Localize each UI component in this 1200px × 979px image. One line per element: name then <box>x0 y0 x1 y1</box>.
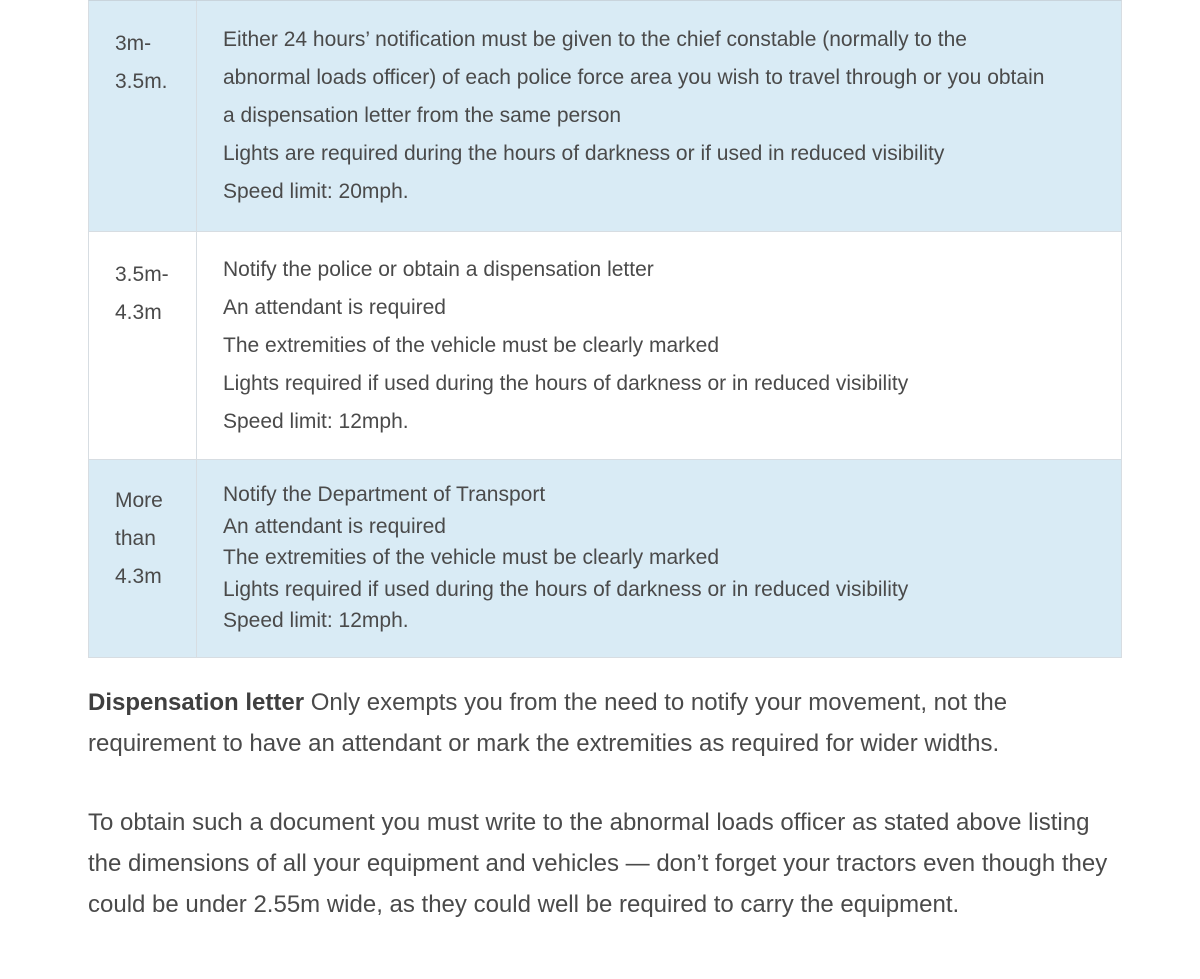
requirement-line: Speed limit: 20mph. <box>223 180 409 203</box>
obtain-paragraph: To obtain such a document you must write to the abnormal loads officer as stated above listing the dimensions of all your equipment and vehicles — don’t forget your tractors even though they could be under 2.55m wide, as they could well be required to carry the equipment. <box>88 809 1108 918</box>
dispensation-text: Only exempts you from the need to notify your movement, not the requirement to have an attendant or mark the extremities as required for wider widths. <box>88 689 1008 757</box>
width-requirements-table <box>88 0 1122 658</box>
width-line: 3m- <box>115 32 152 55</box>
requirement-line: Notify the police or obtain a dispensation letter <box>223 258 654 281</box>
table-row <box>89 1 1121 232</box>
width-line: More <box>115 489 163 512</box>
width-line: than <box>115 527 156 550</box>
dispensation-paragraph <box>88 682 1128 764</box>
requirements-cell <box>197 232 1121 459</box>
requirement-line: The extremities of the vehicle must be clearly marked <box>223 334 720 357</box>
table-row <box>89 460 1121 657</box>
requirement-line: a dispensation letter from the same person <box>223 104 622 127</box>
width-cell <box>89 232 197 459</box>
width-cell <box>89 1 197 231</box>
dispensation-heading: Dispensation letter <box>88 689 305 716</box>
width-line: 4.3m <box>115 565 162 588</box>
requirement-line: The extremities of the vehicle must be clearly marked <box>223 546 720 569</box>
requirement-line: Lights are required during the hours of darkness or if used in reduced visibility <box>223 142 945 165</box>
requirement-line: Notify the Department of Transport <box>223 483 546 506</box>
requirement-line: Either 24 hours’ notification must be given to the chief constable (normally to the <box>223 28 967 51</box>
requirements-cell <box>197 1 1121 231</box>
requirement-line: abnormal loads officer) of each police force area you wish to travel through or you obtain <box>223 66 1045 89</box>
width-line: 4.3m <box>115 301 162 324</box>
requirement-line: An attendant is required <box>223 514 446 538</box>
requirement-line: An attendant is required <box>223 296 446 319</box>
requirement-line: Speed limit: 12mph. <box>223 609 409 632</box>
table-row <box>89 232 1121 460</box>
requirement-line: Speed limit: 12mph. <box>223 410 409 433</box>
requirement-line: Lights required if used during the hours of darkness or in reduced visibility <box>223 577 909 601</box>
width-line: 3.5m. <box>115 70 168 93</box>
width-line: 3.5m- <box>115 263 169 286</box>
requirement-line: Lights required if used during the hours of darkness or in reduced visibility <box>223 372 909 395</box>
requirements-cell <box>197 460 1121 657</box>
width-cell <box>89 460 197 657</box>
